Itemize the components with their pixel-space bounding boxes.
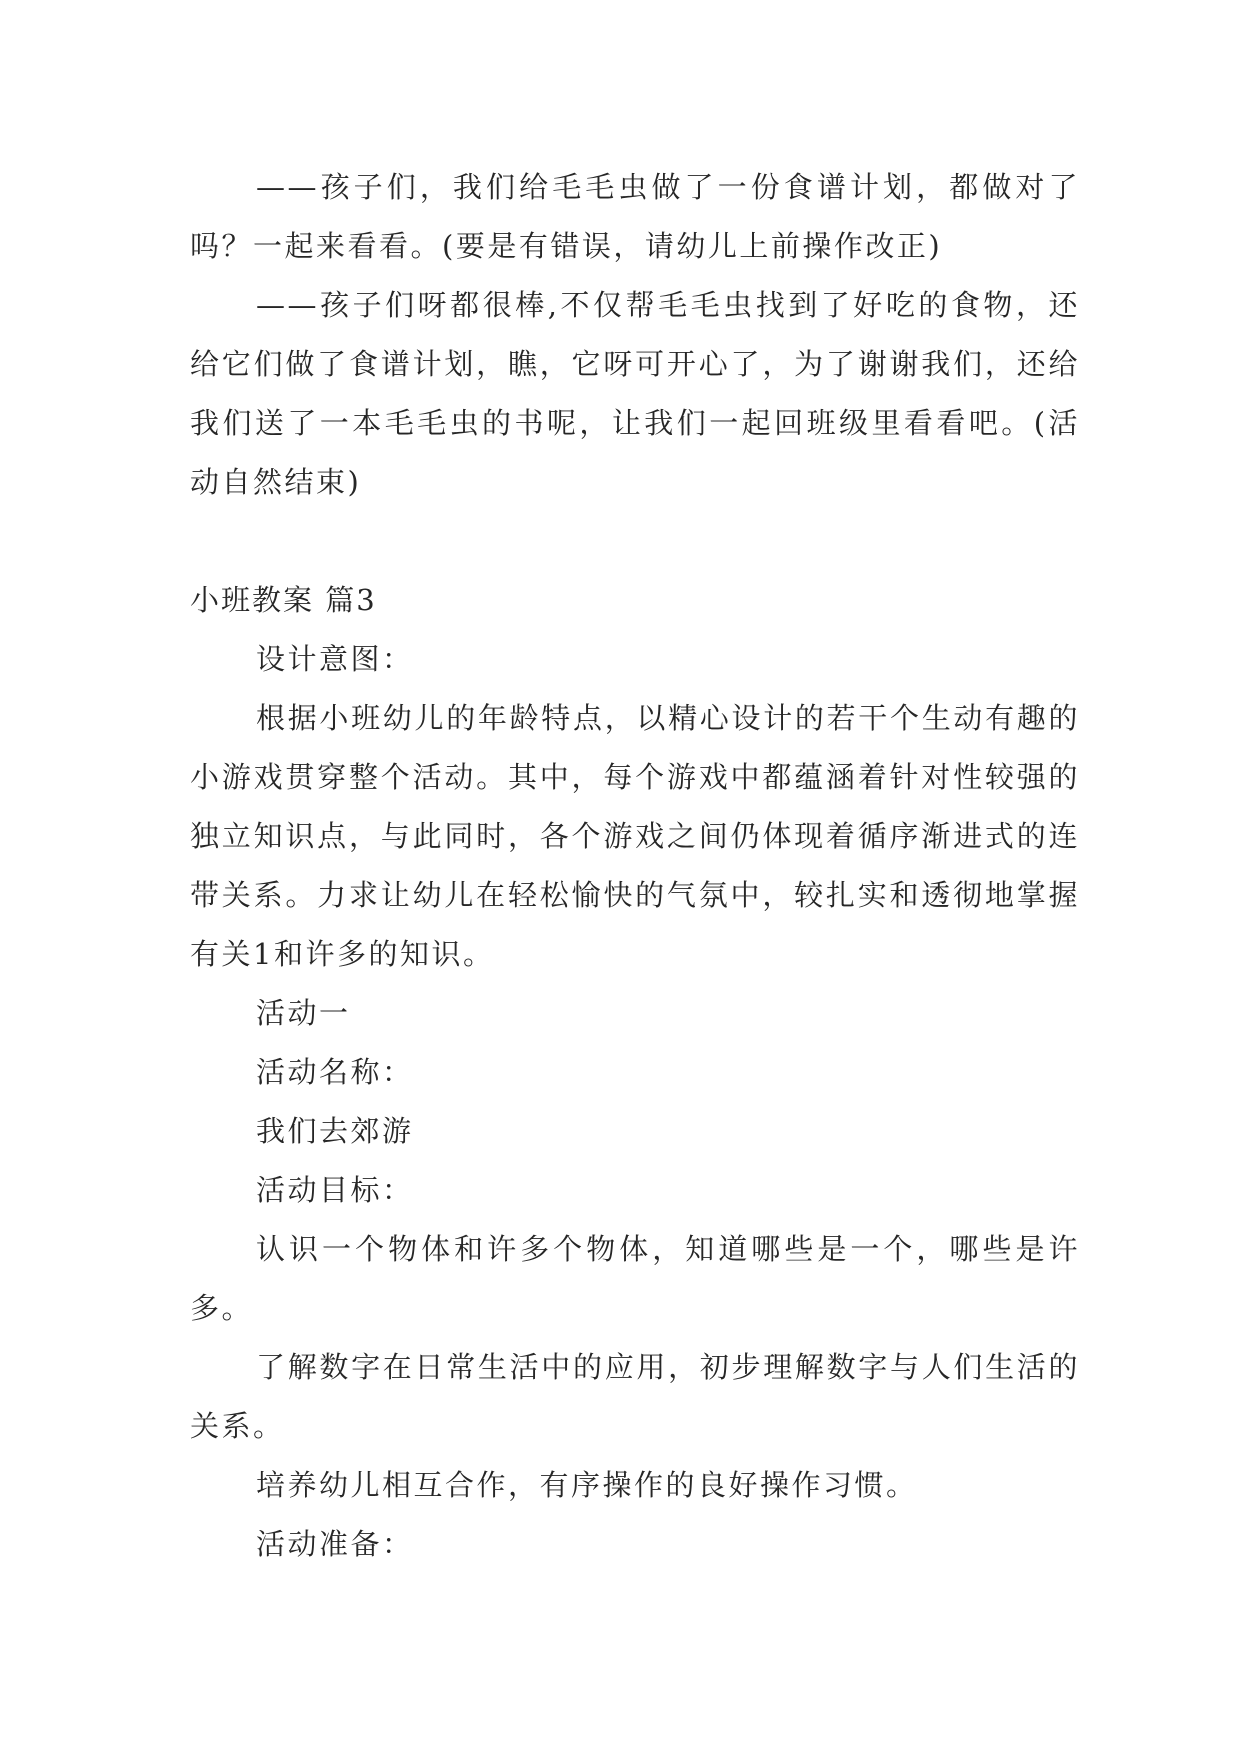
goal-item-one: 认识一个物体和许多个物体，知道哪些是一个，哪些是许多。 bbox=[190, 1232, 1080, 1325]
design-intent-label: 设计意图： bbox=[256, 642, 414, 676]
paragraph-recipe-check: ——孩子们，我们给毛毛虫做了一份食谱计划，都做对了吗？一起来看看。(要是有错误，请幼儿上前操作改正) bbox=[190, 170, 1080, 263]
activity-prep-label: 活动准备： bbox=[256, 1527, 414, 1561]
activity-name-value: 我们去郊游 bbox=[256, 1114, 414, 1148]
activity-goals-label: 活动目标： bbox=[256, 1173, 414, 1207]
section-spacer bbox=[190, 512, 1080, 571]
design-intent-paragraph: 根据小班幼儿的年龄特点，以精心设计的若干个生动有趣的小游戏贯穿整个活动。其中，每个游戏中都蕴涵着针对性较强的独立知识点，与此同时，各个游戏之间仍体现着循序渐进式的连带关系。力求让幼儿在轻松愉快的气氛中，较扎实和透彻地掌握有关1和许多的知识。 bbox=[190, 701, 1080, 971]
section-heading: 小班教案 篇3 bbox=[190, 583, 377, 617]
document-body bbox=[190, 158, 1080, 1574]
activity-one-label: 活动一 bbox=[256, 996, 351, 1030]
goal-item-two: 了解数字在日常生活中的应用，初步理解数字与人们生活的关系。 bbox=[190, 1350, 1080, 1443]
activity-name-label: 活动名称： bbox=[256, 1055, 414, 1089]
goal-item-three: 培养幼儿相互合作，有序操作的良好操作习惯。 bbox=[256, 1468, 918, 1502]
paragraph-activity-end: ——孩子们呀都很棒,不仅帮毛毛虫找到了好吃的食物，还给它们做了食谱计划，瞧，它呀可开心了，为了谢谢我们，还给我们送了一本毛毛虫的书呢，让我们一起回班级里看看吧。(活动自然结束) bbox=[190, 288, 1080, 499]
